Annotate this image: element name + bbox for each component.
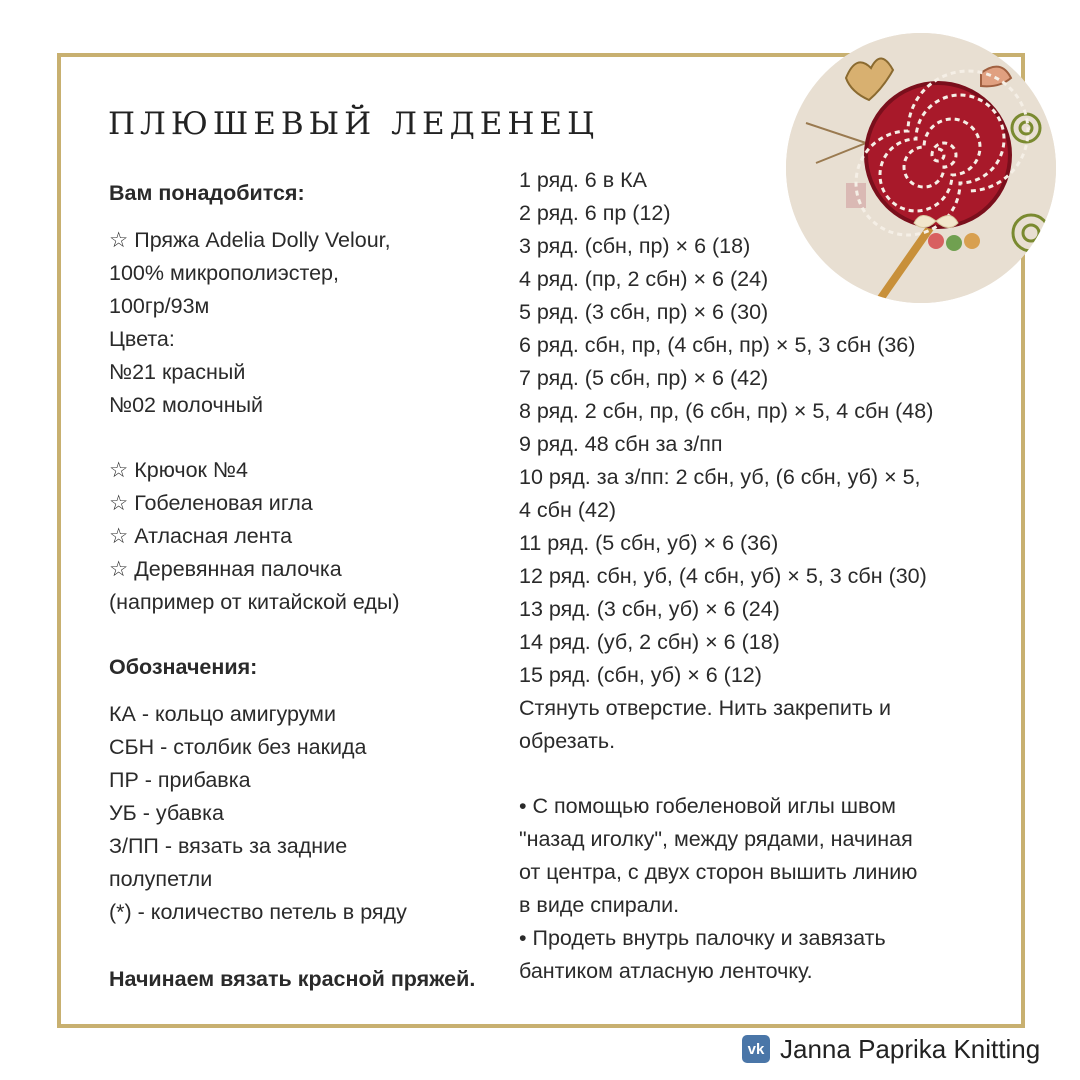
materials-line: 100гр/93м xyxy=(109,294,210,318)
tools-line: ☆ Атласная лента xyxy=(109,524,293,548)
legend-line: КА - кольцо амигуруми xyxy=(109,702,336,726)
finishing-line: в виде спирали. xyxy=(519,893,680,917)
row-line: 8 ряд. 2 сбн, пр, (6 сбн, пр) × 5, 4 сбн (48) xyxy=(519,399,934,423)
row-line: 10 ряд. за з/пп: 2 сбн, уб, (6 сбн, уб) × 5, xyxy=(519,465,921,489)
legend-line: СБН - столбик без накида xyxy=(109,735,367,759)
row-line: 14 ряд. (уб, 2 сбн) × 6 (18) xyxy=(519,630,780,654)
row-line: 9 ряд. 48 сбн за з/пп xyxy=(519,432,723,456)
materials-line: 100% микрополиэстер, xyxy=(109,261,339,285)
legend-line: З/ПП - вязать за задние xyxy=(109,834,348,858)
tools-line: (например от китайской еды) xyxy=(109,590,400,614)
legend-list xyxy=(109,698,509,929)
row-line: 6 ряд. сбн, пр, (4 сбн, пр) × 5, 3 сбн (36) xyxy=(519,333,916,357)
brand-signature[interactable] xyxy=(742,1032,1040,1066)
materials-line: ☆ Пряжа Adelia Dolly Velour, xyxy=(109,228,391,252)
tools-list xyxy=(109,454,509,619)
materials-list xyxy=(109,224,509,422)
row-line: 12 ряд. сбн, уб, (4 сбн, уб) × 5, 3 сбн (30) xyxy=(519,564,927,588)
materials-line: Цвета: xyxy=(109,327,175,351)
finishing-list xyxy=(519,790,989,988)
materials-line: №21 красный xyxy=(109,360,246,384)
row-line: 11 ряд. (5 сбн, уб) × 6 (36) xyxy=(519,531,779,555)
page-title: ПЛЮШЕВЫЙ ЛЕДЕНЕЦ xyxy=(108,106,600,142)
row-line: 15 ряд. (сбн, уб) × 6 (12) xyxy=(519,663,762,687)
row-line: 13 ряд. (3 сбн, уб) × 6 (24) xyxy=(519,597,780,621)
row-line: 4 сбн (42) xyxy=(519,498,617,522)
row-line: 1 ряд. 6 в КА xyxy=(519,168,647,192)
tools-line: ☆ Деревянная палочка xyxy=(109,557,342,581)
tools-line: ☆ Крючок №4 xyxy=(109,458,248,482)
finishing-line: бантиком атласную ленточку. xyxy=(519,959,813,983)
row-line: 7 ряд. (5 сбн, пр) × 6 (42) xyxy=(519,366,769,390)
row-line: 2 ряд. 6 пр (12) xyxy=(519,201,671,225)
vk-icon[interactable]: vk xyxy=(742,1035,770,1063)
brand-name: Janna Paprika Knitting xyxy=(780,1033,1041,1064)
start-note: Начинаем вязать красной пряжей. xyxy=(109,967,476,991)
legend-heading: Обозначения: xyxy=(109,655,258,679)
row-line: 4 ряд. (пр, 2 сбн) × 6 (24) xyxy=(519,267,769,291)
finishing-line: • Продеть внутрь палочку и завязать xyxy=(519,926,886,950)
left-column xyxy=(109,177,509,996)
right-column xyxy=(519,164,989,988)
finishing-line: от центра, с двух сторон вышить линию xyxy=(519,860,918,884)
legend-line: (*) - количество петель в ряду xyxy=(109,900,407,924)
finishing-line: • С помощью гобеленовой иглы швом xyxy=(519,794,896,818)
rows-list xyxy=(519,164,989,758)
row-line: 5 ряд. (3 сбн, пр) × 6 (30) xyxy=(519,300,769,324)
tools-line: ☆ Гобеленовая игла xyxy=(109,491,313,515)
row-line: 3 ряд. (сбн, пр) × 6 (18) xyxy=(519,234,751,258)
needs-heading: Вам понадобится: xyxy=(109,181,305,205)
finishing-line: "назад иголку", между рядами, начиная xyxy=(519,827,913,851)
materials-line: №02 молочный xyxy=(109,393,264,417)
legend-line: ПР - прибавка xyxy=(109,768,251,792)
row-line: обрезать. xyxy=(519,729,616,753)
legend-line: УБ - убавка xyxy=(109,801,224,825)
legend-line: полупетли xyxy=(109,867,213,891)
row-line: Стянуть отверстие. Нить закрепить и xyxy=(519,696,891,720)
